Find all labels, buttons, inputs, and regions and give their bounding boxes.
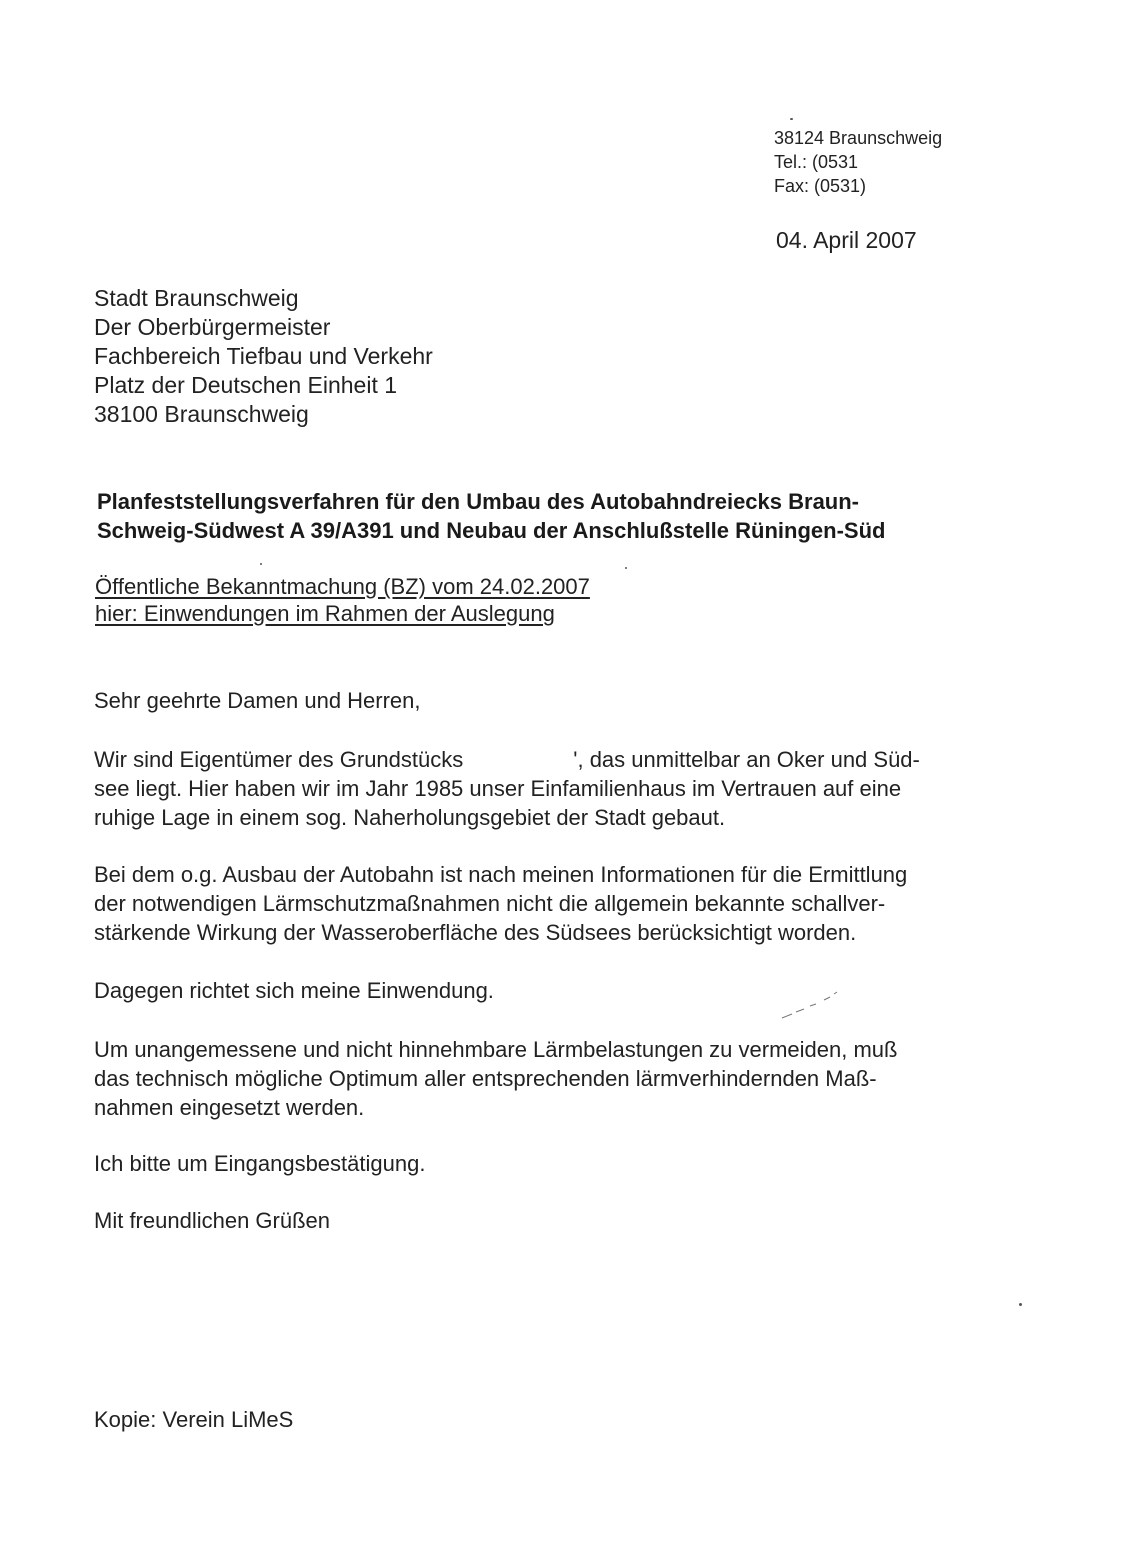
paragraph-property xyxy=(94,745,920,832)
confirmation-request xyxy=(94,1149,425,1178)
salutation-text: Sehr geehrte Damen und Herren, xyxy=(94,688,421,713)
scan-artifact xyxy=(625,567,627,569)
reference-line: hier: Einwendungen im Rahmen der Auslegung xyxy=(95,601,555,626)
scan-artifact xyxy=(790,118,793,120)
paragraph-line xyxy=(94,745,920,774)
paragraph-line-start: Wir sind Eigentümer des Grundstücks xyxy=(94,747,464,772)
paragraph-noise-protection xyxy=(94,860,907,947)
recipient-line: Der Oberbürgermeister xyxy=(94,314,331,340)
paragraph-line: der notwendigen Lärmschutzmaßnahmen nicht die allgemein bekannte schallver- xyxy=(94,891,886,916)
paragraph-line: stärkende Wirkung der Wasseroberfläche des Südsees berücksichtigt worden. xyxy=(94,920,857,945)
paragraph-line: ruhige Lage in einem sog. Naherholungsgebiet der Stadt gebaut. xyxy=(94,805,726,830)
salutation xyxy=(94,686,421,715)
subject-line: Planfeststellungsverfahren für den Umbau des Autobahndreiecks Braun- xyxy=(97,489,860,514)
paragraph-line-end: ', das unmittelbar an Oker und Süd- xyxy=(573,747,920,772)
sender-fax: Fax: (0531) xyxy=(774,176,867,196)
recipient-line: Platz der Deutschen Einheit 1 xyxy=(94,372,398,398)
scan-artifact xyxy=(260,563,262,565)
reference-line: Öffentliche Bekanntmachung (BZ) vom 24.02.2007 xyxy=(95,574,590,599)
sender-address xyxy=(774,126,942,198)
letter-date: 04. April 2007 xyxy=(776,227,917,253)
subject-line: Schweig-Südwest A 39/A391 und Neubau der Anschlußstelle Rüningen-Süd xyxy=(97,518,886,543)
closing-text: Mit freundlichen Grüßen xyxy=(94,1208,330,1233)
paragraph-objection xyxy=(94,976,494,1005)
paragraph-line: Bei dem o.g. Ausbau der Autobahn ist nach meinen Informationen für die Ermittlung xyxy=(94,862,908,887)
paragraph-line: nahmen eingesetzt werden. xyxy=(94,1095,365,1120)
paragraph-line: see liegt. Hier haben wir im Jahr 1985 unser Einfamilienhaus im Vertrauen auf eine xyxy=(94,776,902,801)
copy-text: Kopie: Verein LiMeS xyxy=(94,1407,294,1432)
paragraph-line: das technisch mögliche Optimum aller entsprechenden lärmverhindernden Maß- xyxy=(94,1066,877,1091)
recipient-line: 38100 Braunschweig xyxy=(94,401,309,427)
sender-tel: Tel.: (0531 xyxy=(774,152,859,172)
request-text: Ich bitte um Eingangsbestätigung. xyxy=(94,1151,426,1176)
recipient-line: Stadt Braunschweig xyxy=(94,285,299,311)
paragraph-demand xyxy=(94,1035,897,1122)
paragraph-line: Dagegen richtet sich meine Einwendung. xyxy=(94,978,494,1003)
reference-block xyxy=(95,573,590,627)
scan-artifact xyxy=(780,990,840,1020)
subject-heading xyxy=(97,487,885,545)
closing xyxy=(94,1206,330,1235)
sender-city-line: 38124 Braunschweig xyxy=(774,128,943,148)
copy-note xyxy=(94,1405,293,1434)
paragraph-line: Um unangemessene und nicht hinnehmbare Lärmbelastungen zu vermeiden, muß xyxy=(94,1037,898,1062)
scan-artifact xyxy=(1019,1303,1022,1306)
recipient-line: Fachbereich Tiefbau und Verkehr xyxy=(94,343,433,369)
recipient-address xyxy=(94,284,433,429)
